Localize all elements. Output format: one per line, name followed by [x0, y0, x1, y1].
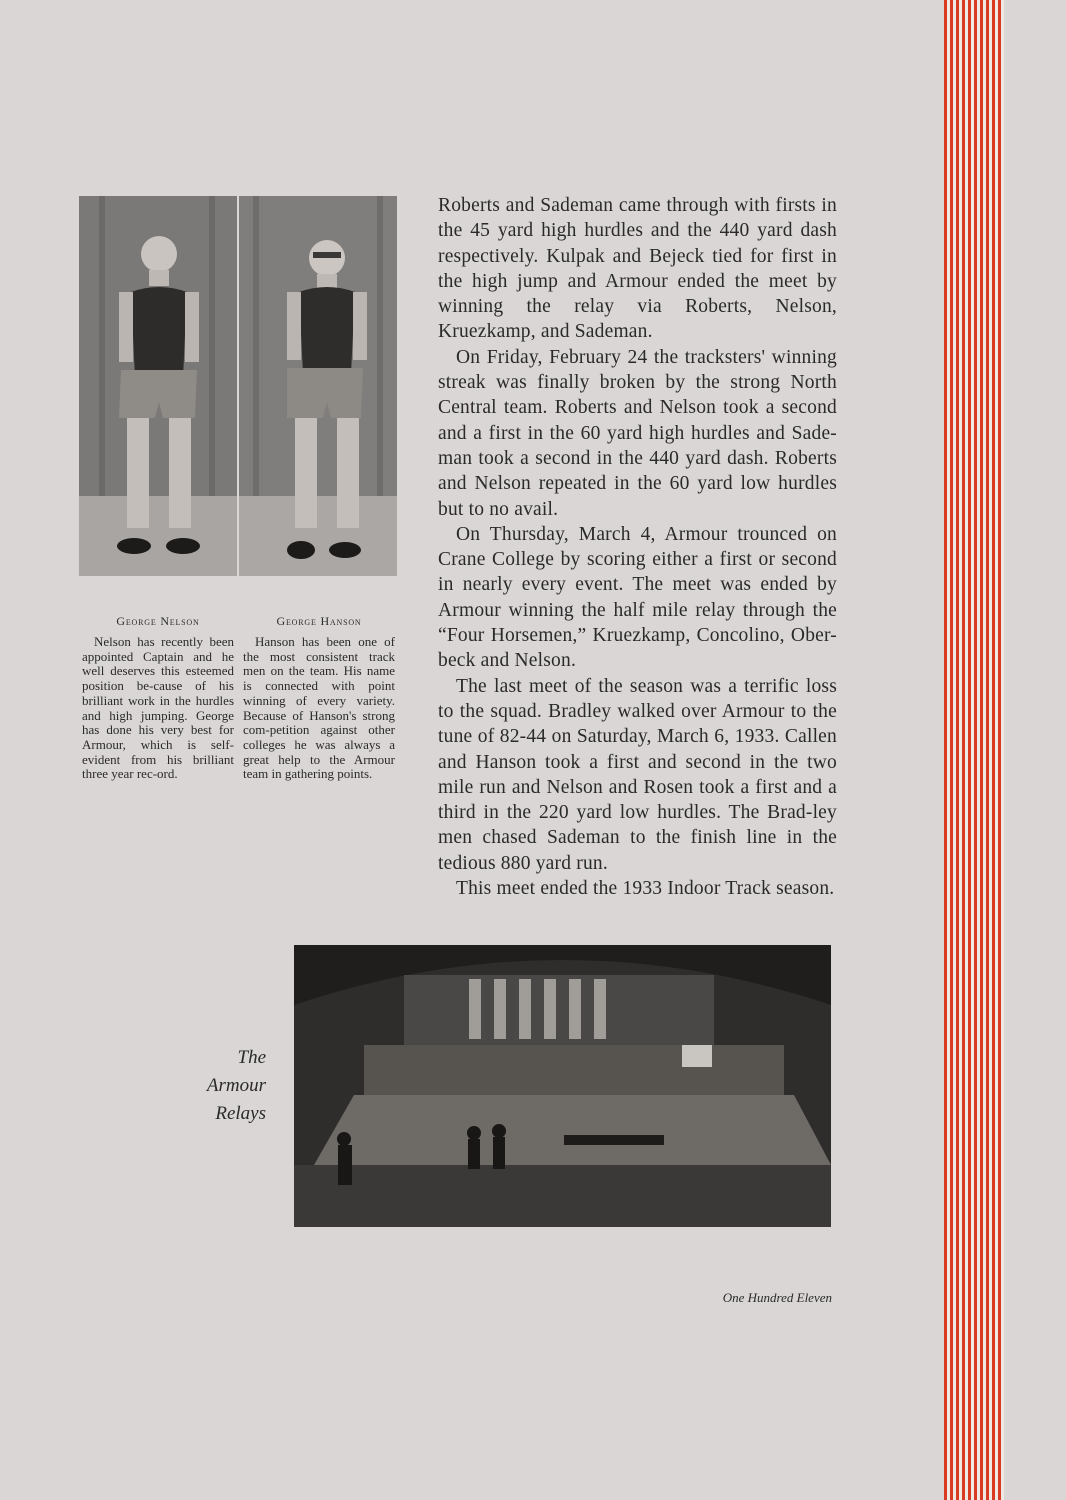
photo-george-hanson — [239, 196, 397, 576]
photo-george-nelson — [79, 196, 237, 576]
caption-text: Nelson has recently been appointed Captain and he well deserves this esteemed position be-cause of his brilliant work in the hurdles and high jumping. George has done his very best for Armour, which is self-evident from his brilliant three year rec-ord. — [82, 634, 234, 782]
caption-text: Hanson has been one of the most consistent track men on the team. His name is connected with point winning of every variety. Because of Hanson's strong com-petition against other colleges he was always a great help to the Armour team in gathering points. — [243, 634, 395, 782]
caption-name: George Nelson — [116, 614, 200, 628]
article-paragraph: This meet ended the 1933 Indoor Track season. — [456, 878, 835, 900]
caption-george-nelson — [82, 614, 234, 782]
article-paragraph: On Thursday, March 4, Armour trounced on Crane College by scoring either a first or second in nearly every event. The meet was ended by Armour winning the half mile relay through the “Four Horsemen,” Kruezkamp, Concolino, Ober-beck and Nelson. — [438, 523, 837, 672]
page-number: One Hundred Eleven — [722, 1290, 832, 1305]
relays-caption-line: The — [237, 1047, 266, 1068]
article-paragraph: Roberts and Sademan came through with firsts in the 45 yard high hurdles and the 440 yard dash respectively. Kulpak and Bejeck tied for first in the high jump and Armour ended the meet by winning the relay via Roberts, Nelson, Kruezkamp, and Sademan. — [438, 195, 837, 343]
article-body — [438, 193, 837, 901]
decorative-red-stripe-band — [944, 0, 1004, 1500]
article-paragraph: The last meet of the season was a terrific loss to the squad. Bradley walked over Armour to the tune of 82-44 on Saturday, March 6, 1933. Callen and Hanson took a first and second in the two mile run and Nelson and Rosen took a first and a third in the 220 yard low hurdles. The Brad-ley men chased Sademan to the finish line in the tedious 880 yard run. — [438, 675, 837, 874]
photo-armour-relays — [294, 945, 831, 1227]
caption-george-hanson — [243, 614, 395, 782]
relays-photo-caption — [200, 1044, 266, 1128]
relays-caption-line: Relays — [215, 1103, 266, 1124]
relays-caption-line: Armour — [206, 1075, 266, 1096]
article-paragraph: On Friday, February 24 the tracksters' winning streak was finally broken by the strong North Central team. Roberts and Nelson took a second and a first in the 60 yard high hurdles and Sade-man took a second in the 440 yard dash. Roberts and Nelson repeated in the 60 yard low hurdles but to no avail. — [438, 346, 837, 520]
caption-name: George Hanson — [276, 614, 362, 628]
